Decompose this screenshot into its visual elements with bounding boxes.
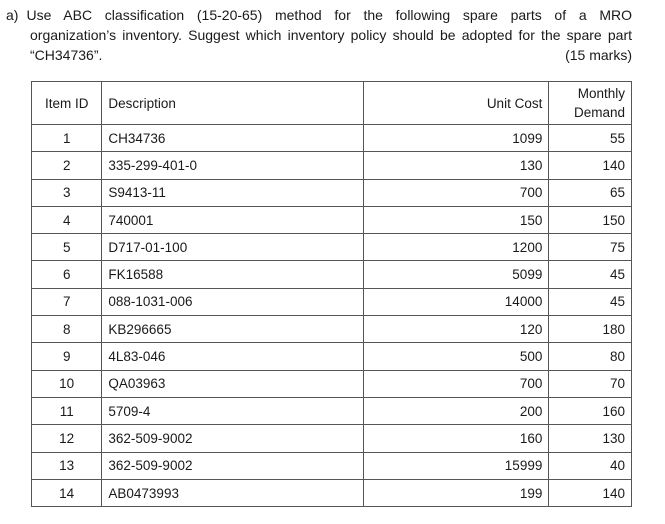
cell-item-id: 13 (32, 452, 102, 479)
cell-description: 088-1031-006 (102, 288, 364, 315)
cell-item-id: 6 (32, 261, 102, 288)
cell-unit-cost: 500 (363, 343, 548, 370)
cell-monthly-demand: 40 (549, 452, 632, 479)
header-monthly-demand (549, 82, 632, 125)
cell-description: CH34736 (102, 125, 364, 152)
table-row (32, 179, 632, 206)
table-row (32, 261, 632, 288)
cell-monthly-demand: 45 (549, 261, 632, 288)
cell-item-id: 12 (32, 425, 102, 452)
cell-unit-cost: 120 (363, 316, 548, 343)
cell-unit-cost: 150 (363, 206, 548, 233)
cell-monthly-demand: 140 (549, 152, 632, 179)
cell-item-id: 11 (32, 397, 102, 424)
cell-monthly-demand: 55 (549, 125, 632, 152)
cell-unit-cost: 200 (363, 397, 548, 424)
cell-description: 4L83-046 (102, 343, 364, 370)
cell-description: D717-01-100 (102, 234, 364, 261)
cell-monthly-demand: 45 (549, 288, 632, 315)
question-line-2: organization’s inventory. Suggest which inventory policy should be adopted for the spare part (30, 27, 632, 43)
cell-item-id: 3 (32, 179, 102, 206)
cell-unit-cost: 5099 (363, 261, 548, 288)
cell-unit-cost: 700 (363, 179, 548, 206)
spare-parts-table (31, 81, 632, 507)
cell-unit-cost: 15999 (363, 452, 548, 479)
cell-description: 740001 (102, 206, 364, 233)
cell-description: AB0473993 (102, 479, 364, 506)
header-unit-cost: Unit Cost (363, 82, 548, 125)
cell-unit-cost: 130 (363, 152, 548, 179)
cell-item-id: 7 (32, 288, 102, 315)
cell-description: QA03963 (102, 370, 364, 397)
header-monthly-demand-line-1: Monthly (577, 86, 625, 101)
cell-unit-cost: 14000 (363, 288, 548, 315)
table-row (32, 479, 632, 506)
cell-item-id: 10 (32, 370, 102, 397)
cell-item-id: 5 (32, 234, 102, 261)
cell-monthly-demand: 140 (549, 479, 632, 506)
cell-unit-cost: 160 (363, 425, 548, 452)
cell-description: 335-299-401-0 (102, 152, 364, 179)
table-row (32, 425, 632, 452)
cell-monthly-demand: 160 (549, 397, 632, 424)
cell-description: 362-509-9002 (102, 452, 364, 479)
cell-item-id: 8 (32, 316, 102, 343)
table-row (32, 125, 632, 152)
cell-description: 5709-4 (102, 397, 364, 424)
question-text (6, 5, 632, 65)
header-description: Description (102, 82, 364, 125)
table-body (32, 125, 632, 507)
cell-item-id: 1 (32, 125, 102, 152)
cell-monthly-demand: 65 (549, 179, 632, 206)
table-row (32, 288, 632, 315)
cell-description: 362-509-9002 (102, 425, 364, 452)
cell-monthly-demand: 150 (549, 206, 632, 233)
cell-unit-cost: 700 (363, 370, 548, 397)
table-row (32, 343, 632, 370)
question-label: a) (6, 7, 19, 23)
header-monthly-demand-line-2: Demand (573, 105, 625, 120)
cell-item-id: 14 (32, 479, 102, 506)
question-marks: (15 marks) (565, 47, 632, 63)
question-line-1 (6, 5, 632, 25)
cell-monthly-demand: 70 (549, 370, 632, 397)
table-row (32, 397, 632, 424)
cell-monthly-demand: 80 (549, 343, 632, 370)
table-row (32, 152, 632, 179)
cell-unit-cost: 1200 (363, 234, 548, 261)
cell-item-id: 2 (32, 152, 102, 179)
cell-unit-cost: 199 (363, 479, 548, 506)
cell-description: FK16588 (102, 261, 364, 288)
table-row (32, 234, 632, 261)
cell-unit-cost: 1099 (363, 125, 548, 152)
question-line-3 (6, 45, 632, 65)
header-item-id: Item ID (32, 82, 102, 125)
table-row (32, 370, 632, 397)
cell-monthly-demand: 130 (549, 425, 632, 452)
cell-item-id: 9 (32, 343, 102, 370)
table-row (32, 316, 632, 343)
question-line-1-text: Use ABC classification (15-20-65) method for the following spare parts of a MRO (26, 7, 632, 23)
cell-item-id: 4 (32, 206, 102, 233)
cell-monthly-demand: 180 (549, 316, 632, 343)
cell-description: KB296665 (102, 316, 364, 343)
cell-description: S9413-11 (102, 179, 364, 206)
question-line-3-text: “CH34736”. (30, 47, 103, 63)
cell-monthly-demand: 75 (549, 234, 632, 261)
table-header-row (32, 82, 632, 125)
table-row (32, 452, 632, 479)
table-row (32, 206, 632, 233)
